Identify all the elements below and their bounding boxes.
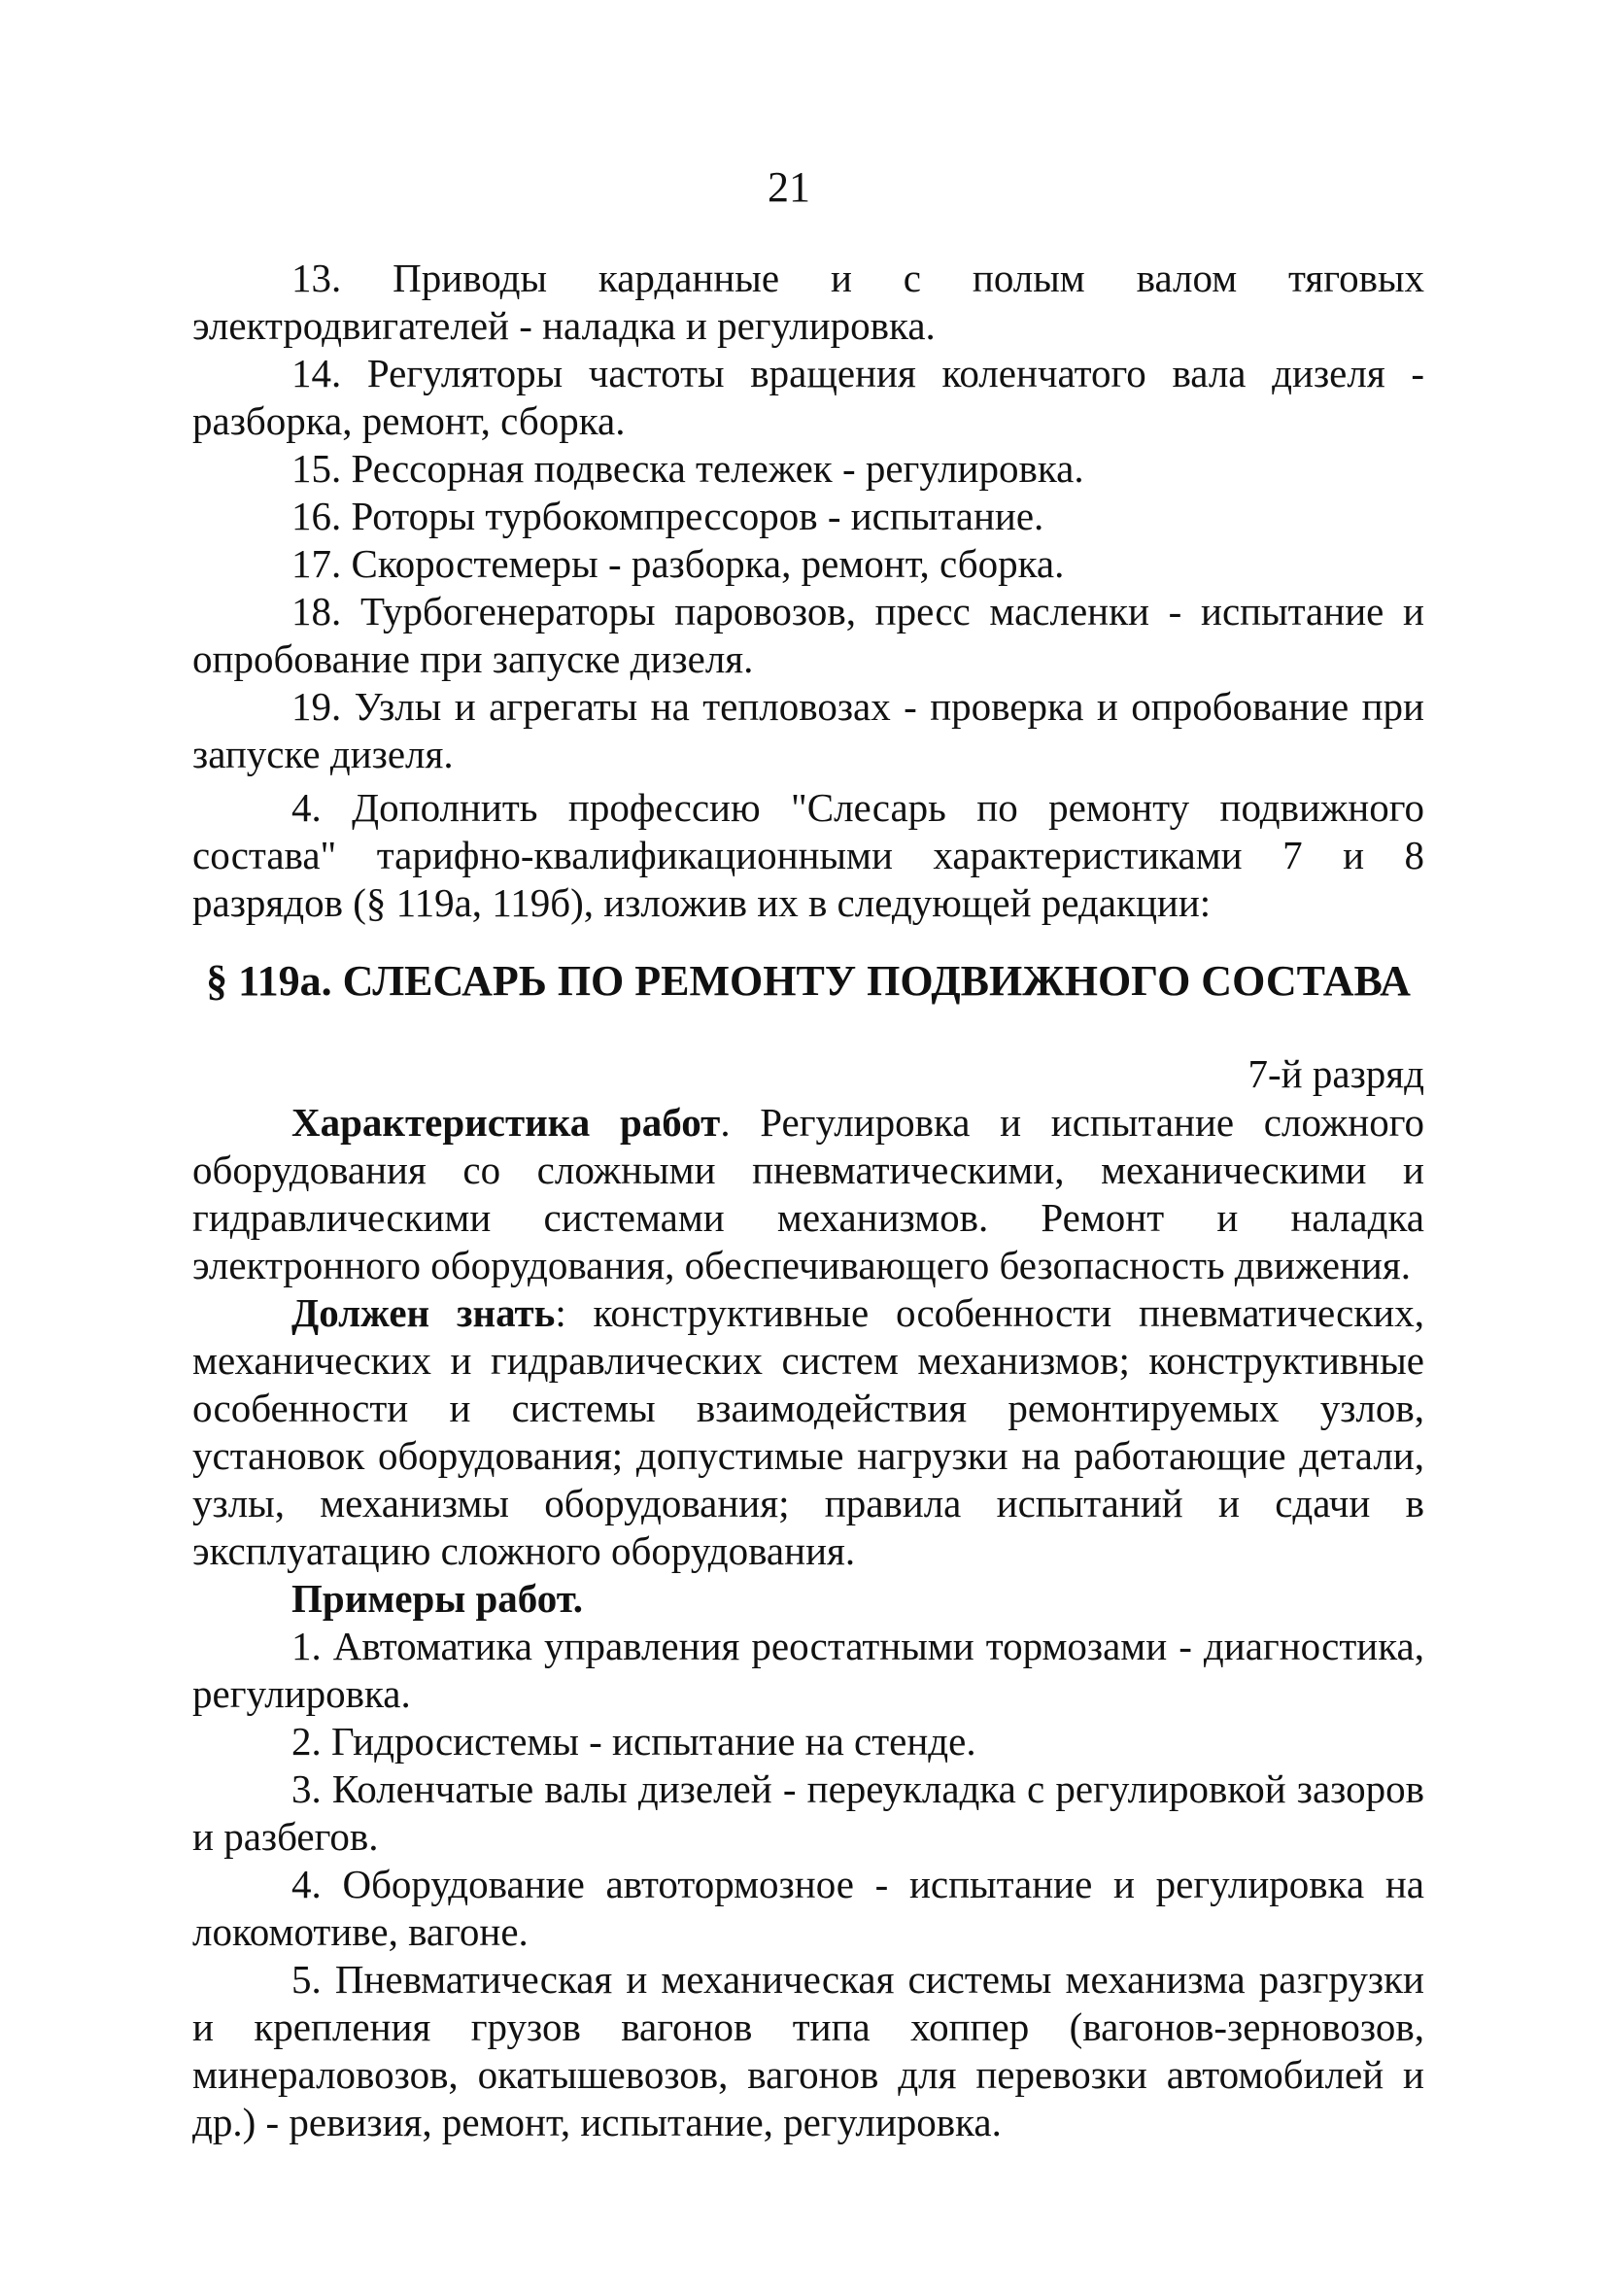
section-heading: § 119а. СЛЕСАРЬ ПО РЕМОНТУ ПОДВИЖНОГО СОСТАВА: [206, 957, 1411, 1005]
must-know-text: : конструктивные особенности пневматических, механических и гидравлических систем механизмов; конструктивные особенности и системы взаимодействия ремонтируемых узлов, установок оборудования; допустимые нагрузки на работающие детали, узлы, механизмы оборудования; правила испытаний и сдачи в эксплуатацию сложного оборудования.: [192, 1290, 1424, 1573]
work-examples-list-continued: [192, 255, 1424, 778]
list-item: 3. Коленчатые валы дизелей - переукладка с регулировкой зазоров и разбегов.: [192, 1766, 1424, 1859]
list-item: 17. Скоростемеры - разборка, ремонт, сборка.: [291, 541, 1065, 586]
list-item: 14. Регуляторы частоты вращения коленчатого вала дизеля - разборка, ремонт, сборка.: [192, 351, 1424, 443]
must-know-paragraph: [192, 1289, 1424, 1575]
list-item: 4. Оборудование автотормозное - испытание и регулировка на локомотиве, вагоне.: [192, 1862, 1424, 1954]
characteristic-paragraph: [192, 1099, 1424, 1289]
list-item: 16. Роторы турбокомпрессоров - испытание.: [291, 494, 1044, 538]
grade-label: 7-й разряд: [1247, 1051, 1424, 1096]
list-item: 5. Пневматическая и механическая системы механизма разгрузки и крепления грузов вагонов типа хоппер (вагонов-зерновозов, минераловозов, окатышевозов, вагонов для перевозки автомобилей и др.) - ревизия, ремонт, испытание, регулировка.: [192, 1957, 1424, 2144]
examples-label: Примеры работ.: [291, 1576, 584, 1621]
characteristic-text: . Регулировка и испытание сложного оборудования со сложными пневматическими, механическими и гидравлическими системами механизмов. Ремонт и наладка электронного оборудования, обеспечивающего безопасность движения.: [192, 1100, 1424, 1287]
list-item: 1. Автоматика управления реостатными тормозами - диагностика, регулировка.: [192, 1624, 1424, 1716]
instruction-paragraph: 4. Дополнить профессию "Слесарь по ремонту подвижного состава" тарифно-квалификационными характеристиками 7 и 8 разрядов (§ 119а, 119б), изложив их в следующей редакции:: [192, 785, 1424, 925]
list-item: 13. Приводы карданные и с полым валом тяговых электродвигателей - наладка и регулировка.: [192, 256, 1424, 348]
list-item: 15. Рессорная подвеска тележек - регулировка.: [291, 446, 1084, 491]
must-know-label: Должен знать: [291, 1290, 556, 1335]
list-item: 18. Турбогенераторы паровозов, пресс масленки - испытание и опробование при запуске дизеля.: [192, 589, 1424, 681]
page-number: 21: [768, 163, 810, 211]
amendment-instruction: [192, 784, 1424, 927]
grade-description: [192, 1099, 1424, 2146]
list-item: 19. Узлы и агрегаты на тепловозах - проверка и опробование при запуске дизеля.: [192, 684, 1424, 776]
list-item: 2. Гидросистемы - испытание на стенде.: [291, 1719, 976, 1764]
characteristic-label: Характеристика работ: [291, 1100, 721, 1145]
